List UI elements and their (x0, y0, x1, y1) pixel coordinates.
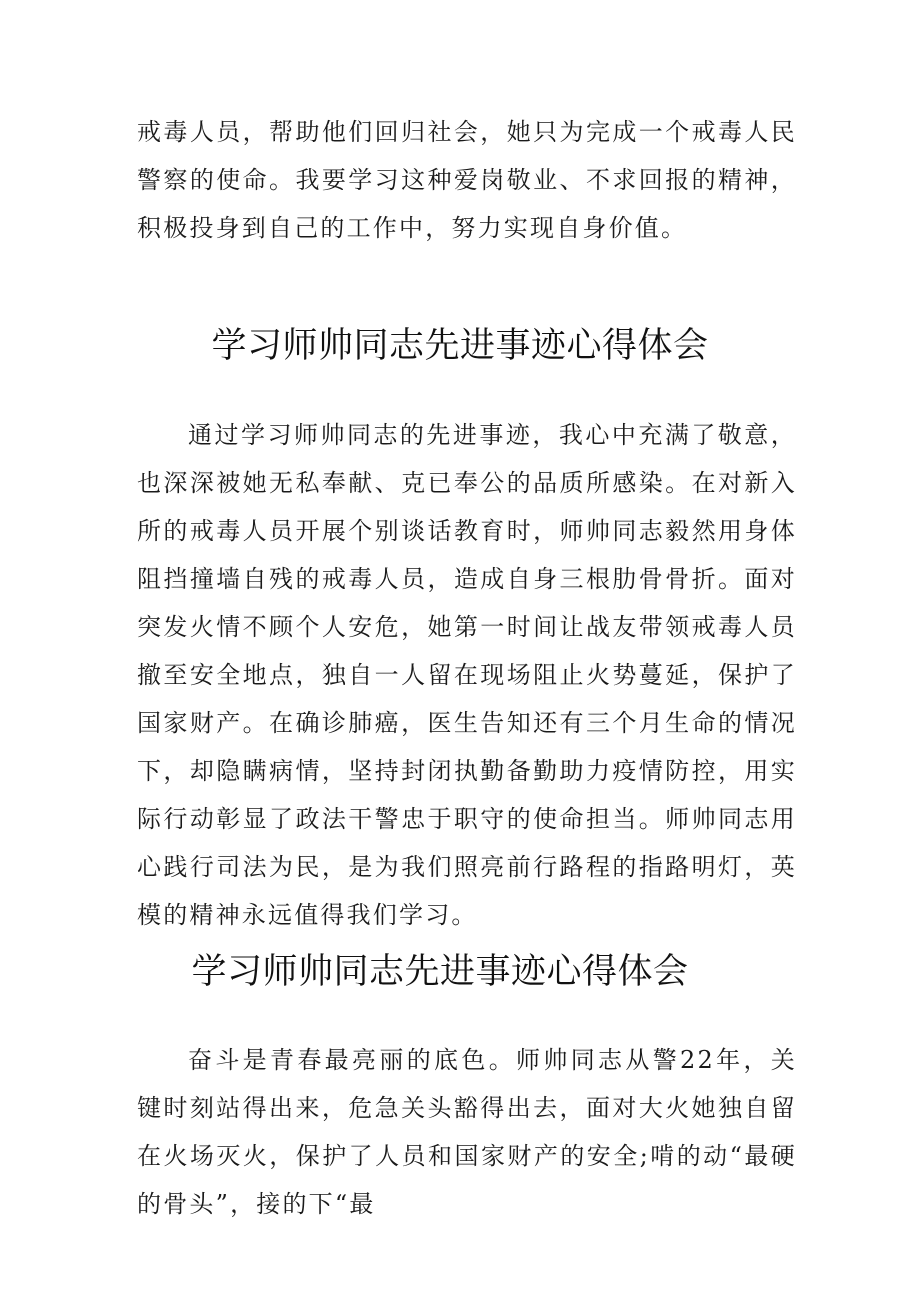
section-paragraph: 奋斗是青春最亮丽的底色。师帅同志从警22年，关键时刻站得出来，危急关头豁得出去，面对大火她独自留在火场灭火，保护了人员和国家财产的安全;啃的动“最硬的骨头”，接的下“最 (137, 1046, 797, 1218)
section-heading: 学习师帅同志先进事迹心得体会 (191, 952, 689, 992)
section-paragraph: 通过学习师帅同志的先进事迹，我心中充满了敬意，也深深被她无私奉献、克已奉公的品质所感染。在对新入所的戒毒人员开展个别谈话教育时，师帅同志毅然用身体阻挡撞墙自残的戒毒人员，造成自身三根肋骨骨折。面对突发火情不顾个人安危，她第一时间让战友带领戒毒人员撤至安全地点，独自一人留在现场阻止火势蔓延，保护了国家财产。在确诊肺癌，医生告知还有三个月生命的情况下，却隐瞒病情，坚持封闭执勤备勤助力疫情防控，用实际行动彰显了政法干警忠于职守的使命担当。师帅同志用心践行司法为民，是为我们照亮前行路程的指路明灯，英模的精神永远值得我们学习。 (137, 421, 797, 929)
section-heading: 学习师帅同志先进事迹心得体会 (211, 326, 709, 366)
continued-paragraph: 戒毒人员，帮助他们回归社会，她只为完成一个戒毒人民警察的使命。我要学习这种爱岗敬业、不求回报的精神，积极投身到自己的工作中，努力实现自身价值。 (137, 118, 797, 242)
